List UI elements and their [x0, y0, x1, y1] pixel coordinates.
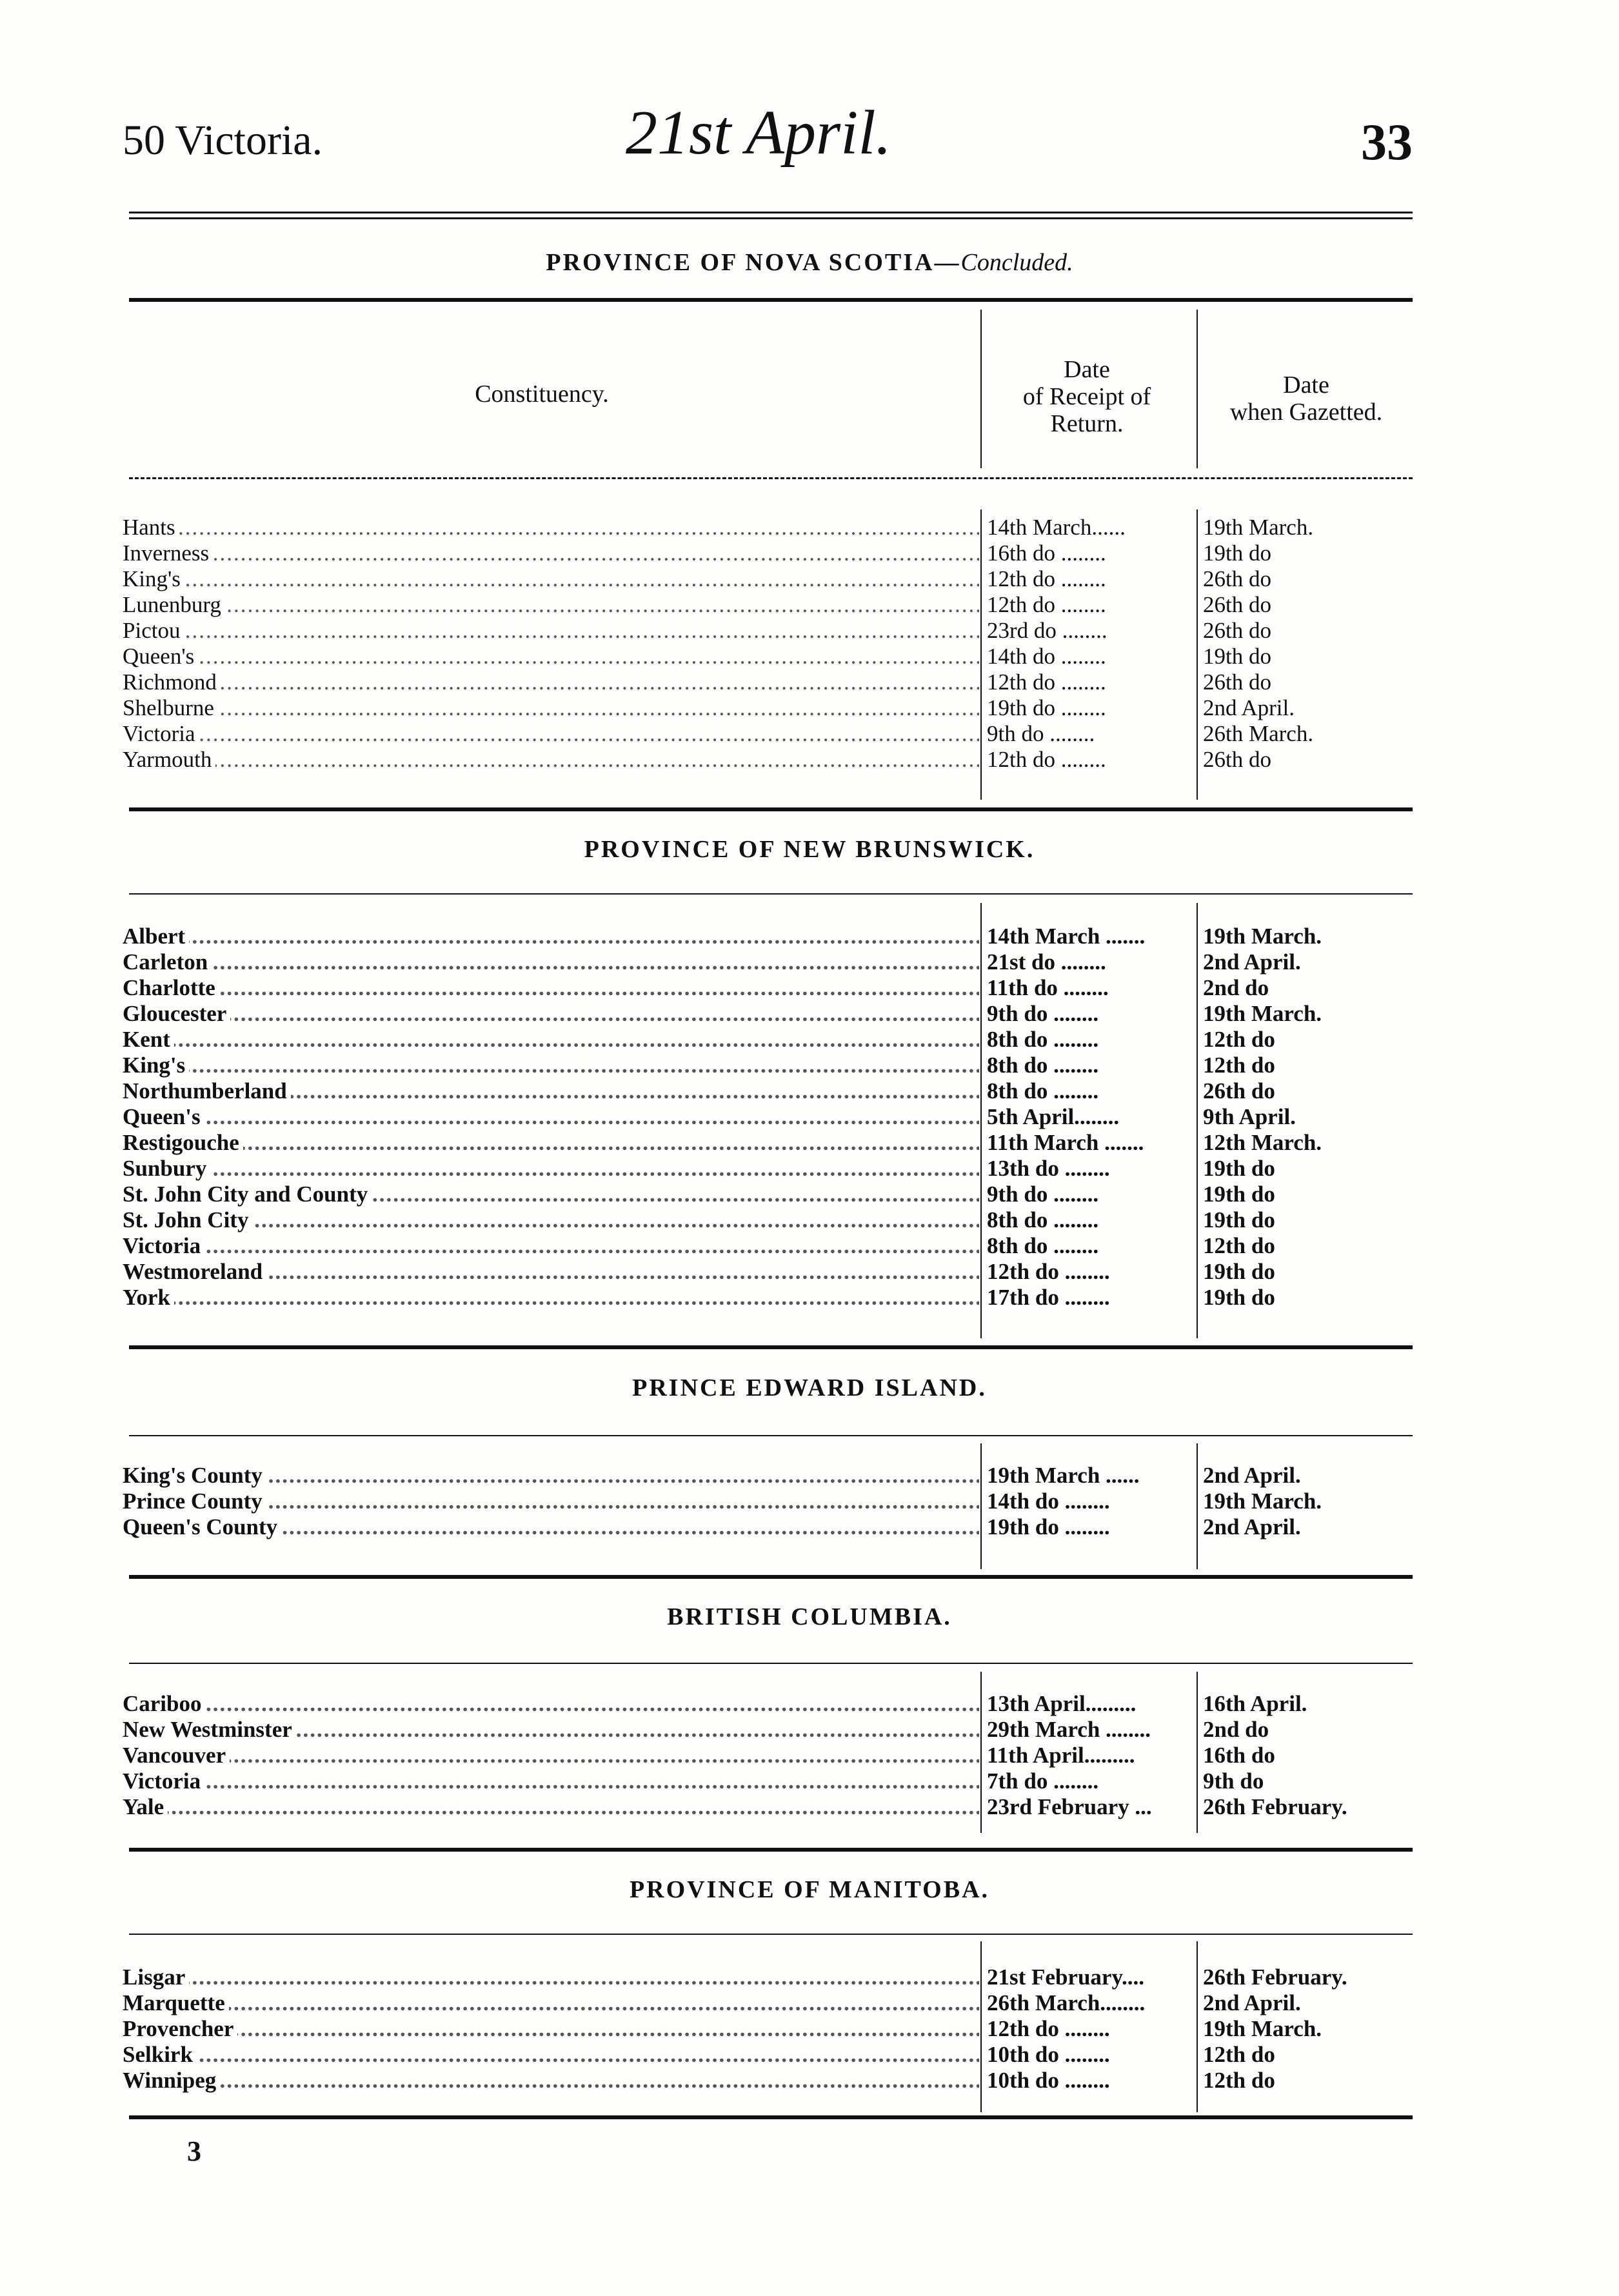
gazetted-date: 16th do — [1203, 1743, 1275, 1768]
receipt-date: 11th do ........ — [987, 975, 1109, 1000]
table-new-brunswick — [123, 924, 1419, 1311]
table-row — [123, 1691, 1419, 1717]
table-nova-scotia — [123, 515, 1419, 773]
table-row — [123, 1259, 1419, 1285]
section-title-manitoba: PROVINCE OF MANITOBA. — [629, 1876, 990, 1903]
table-row — [123, 1794, 1419, 1820]
constituency-name: Victoria — [123, 1233, 204, 1258]
receipt-date: 17th do ........ — [987, 1285, 1110, 1310]
table-row — [123, 747, 1419, 773]
gazetted-date: 12th do — [1203, 1233, 1275, 1258]
receipt-date: 12th do ........ — [987, 1259, 1110, 1284]
constituency-name: Pictou — [123, 618, 184, 643]
table-row — [123, 618, 1419, 644]
constituency-name: Restigouche — [123, 1130, 243, 1155]
signature-mark: 3 — [187, 2135, 201, 2167]
table-row — [123, 1104, 1419, 1130]
receipt-date: 21st February.... — [987, 1964, 1145, 1990]
column-header-constituency: Constituency. — [475, 381, 609, 408]
receipt-date: 8th do ........ — [987, 1207, 1099, 1232]
gazetted-date: 19th do — [1203, 1156, 1275, 1181]
constituency-name: Victoria — [123, 1768, 204, 1794]
table-row — [123, 1027, 1419, 1053]
receipt-date: 12th do ........ — [987, 747, 1106, 772]
receipt-date: 9th do ........ — [987, 721, 1095, 746]
receipt-date: 12th do ........ — [987, 592, 1106, 617]
constituency-name: Queen's — [123, 644, 198, 669]
table-row — [123, 540, 1419, 566]
column-header-gazetted: Date when Gazetted. — [1229, 371, 1383, 426]
constituency-name: Lisgar — [123, 1964, 189, 1990]
gazetted-date: 26th February. — [1203, 1794, 1347, 1819]
constituency-name: King's — [123, 566, 184, 591]
section-top-rule — [129, 1435, 1413, 1436]
gazetted-date: 2nd April. — [1203, 1463, 1301, 1488]
constituency-name: Kent — [123, 1027, 174, 1052]
gazetted-date: 26th do — [1203, 747, 1271, 772]
table-row — [123, 1053, 1419, 1078]
section-title-text: PROVINCE OF NOVA SCOTIA— — [546, 249, 961, 276]
gazetted-date: 19th do — [1203, 1182, 1275, 1207]
receipt-date: 8th do ........ — [987, 1053, 1099, 1078]
table-row — [123, 566, 1419, 592]
receipt-date: 23rd February ... — [987, 1794, 1152, 1819]
table-row — [123, 644, 1419, 669]
constituency-name: Queen's County — [123, 1514, 281, 1539]
gazetted-date: 19th do — [1203, 644, 1271, 669]
receipt-date: 29th March ........ — [987, 1717, 1151, 1742]
table-row — [123, 2068, 1419, 2093]
receipt-date: 5th April........ — [987, 1104, 1120, 1129]
gazetted-date: 19th March. — [1203, 1489, 1322, 1514]
constituency-name: Shelburne — [123, 695, 218, 720]
table-row — [123, 2042, 1419, 2068]
constituency-name: St. John City and County — [123, 1182, 372, 1207]
section-title-suffix: Concluded. — [960, 249, 1073, 276]
constituency-name: Winnipeg — [123, 2068, 220, 2093]
table-row — [123, 1001, 1419, 1027]
table-british-columbia — [123, 1691, 1419, 1820]
table-row — [123, 1768, 1419, 1794]
gazetted-date: 2nd do — [1203, 1717, 1269, 1742]
receipt-date: 21st do ........ — [987, 949, 1106, 975]
table-row — [123, 1743, 1419, 1768]
gazetted-date: 9th do — [1203, 1768, 1264, 1794]
receipt-date: 11th April......... — [987, 1743, 1135, 1768]
constituency-name: Prince County — [123, 1489, 266, 1514]
receipt-date: 8th do ........ — [987, 1233, 1099, 1258]
gazetted-date: 12th March. — [1203, 1130, 1322, 1155]
table-row — [123, 1078, 1419, 1104]
constituency-name: Yarmouth — [123, 747, 215, 772]
constituency-name: Charlotte — [123, 975, 219, 1000]
constituency-name: King's County — [123, 1463, 266, 1488]
table-row — [123, 1717, 1419, 1743]
gazetted-date: 26th do — [1203, 566, 1271, 591]
section-bottom-rule — [129, 2115, 1413, 2119]
gazetted-date: 26th do — [1203, 592, 1271, 617]
receipt-date: 10th do ........ — [987, 2068, 1110, 2093]
gazetted-date: 12th do — [1203, 1053, 1275, 1078]
receipt-date: 8th do ........ — [987, 1078, 1099, 1103]
constituency-name: Carleton — [123, 949, 212, 975]
receipt-date: 14th March ....... — [987, 924, 1146, 949]
gazetted-date: 12th do — [1203, 2068, 1275, 2093]
column-header-receipt: Date of Receipt of Return. — [1022, 356, 1151, 437]
table-row — [123, 1514, 1419, 1540]
page-date: 21st April. — [626, 98, 892, 168]
page-number: 33 — [1361, 114, 1413, 171]
constituency-name: Sunbury — [123, 1156, 210, 1181]
receipt-date: 26th March........ — [987, 1990, 1146, 2015]
constituency-name: Marquette — [123, 1990, 229, 2015]
receipt-date: 12th do ........ — [987, 2016, 1110, 2041]
section-bottom-rule — [129, 1575, 1413, 1579]
gazetted-date: 19th March. — [1203, 515, 1314, 540]
table-row — [123, 1156, 1419, 1182]
table-row — [123, 515, 1419, 540]
receipt-date: 9th do ........ — [987, 1182, 1099, 1207]
receipt-date: 12th do ........ — [987, 669, 1106, 695]
receipt-date: 19th do ........ — [987, 695, 1106, 720]
gazetted-date: 26th February. — [1203, 1964, 1347, 1990]
gazetted-date: 2nd April. — [1203, 1990, 1301, 2015]
gazetted-date: 12th do — [1203, 2042, 1275, 2067]
table-row — [123, 669, 1419, 695]
table-row — [123, 721, 1419, 747]
receipt-date: 13th April......... — [987, 1691, 1137, 1716]
constituency-name: Westmoreland — [123, 1259, 266, 1284]
constituency-name: Queen's — [123, 1104, 204, 1129]
gazetted-date: 26th March. — [1203, 721, 1314, 746]
gazetted-date: 2nd do — [1203, 975, 1269, 1000]
page-header — [0, 97, 1619, 193]
table-row — [123, 1990, 1419, 2016]
gazetted-date: 19th March. — [1203, 924, 1322, 949]
gazetted-date: 2nd April. — [1203, 1514, 1301, 1539]
section-title-prince-edward-island: PRINCE EDWARD ISLAND. — [632, 1374, 987, 1401]
table-row — [123, 1233, 1419, 1259]
section-bottom-rule — [129, 1345, 1413, 1349]
receipt-date: 11th March ....... — [987, 1130, 1144, 1155]
table-manitoba — [123, 1964, 1419, 2093]
receipt-date: 12th do ........ — [987, 566, 1106, 591]
section-top-rule — [129, 893, 1413, 895]
section-top-rule — [129, 1663, 1413, 1664]
table-row — [123, 1207, 1419, 1233]
receipt-date: 14th do ........ — [987, 1489, 1110, 1514]
gazetted-date: 19th March. — [1203, 1001, 1322, 1026]
constituency-name: Inverness — [123, 540, 213, 566]
table-row — [123, 695, 1419, 721]
receipt-date: 16th do ........ — [987, 540, 1106, 566]
constituency-name: Provencher — [123, 2016, 237, 2041]
table-prince-edward-island — [123, 1463, 1419, 1540]
constituency-name: Victoria — [123, 721, 199, 746]
table-top-rule — [129, 298, 1413, 302]
receipt-date: 10th do ........ — [987, 2042, 1110, 2067]
constituency-name: Hants — [123, 515, 179, 540]
table-row — [123, 1182, 1419, 1207]
section-title-nova-scotia — [0, 248, 1619, 277]
gazetted-date: 16th April. — [1203, 1691, 1307, 1716]
constituency-name: St. John City — [123, 1207, 252, 1232]
section-title-british-columbia: BRITISH COLUMBIA. — [667, 1603, 952, 1630]
table-row — [123, 1489, 1419, 1514]
gazetted-date: 19th do — [1203, 1207, 1275, 1232]
constituency-name: Albert — [123, 924, 189, 949]
constituency-name: Cariboo — [123, 1691, 206, 1716]
constituency-name: Lunenburg — [123, 592, 225, 617]
constituency-name: Selkirk — [123, 2042, 197, 2067]
constituency-name: King's — [123, 1053, 189, 1078]
constituency-name: York — [123, 1285, 174, 1310]
table-row — [123, 975, 1419, 1001]
gazetted-date: 26th do — [1203, 1078, 1275, 1103]
table-row — [123, 924, 1419, 949]
gazetted-date: 19th do — [1203, 540, 1271, 566]
section-title-new-brunswick: PROVINCE OF NEW BRUNSWICK. — [584, 836, 1035, 863]
section-bottom-rule — [129, 1848, 1413, 1852]
table-row — [123, 1463, 1419, 1489]
receipt-date: 7th do ........ — [987, 1768, 1099, 1794]
constituency-name: Yale — [123, 1794, 168, 1819]
gazetted-date: 2nd April. — [1203, 695, 1295, 720]
receipt-date: 8th do ........ — [987, 1027, 1099, 1052]
gazetted-date: 12th do — [1203, 1027, 1275, 1052]
header-rule — [129, 212, 1413, 219]
gazetted-date: 2nd April. — [1203, 949, 1301, 975]
column-divider — [980, 310, 982, 468]
table-row — [123, 949, 1419, 975]
section-bottom-rule — [129, 807, 1413, 811]
section-top-rule — [129, 1934, 1413, 1935]
receipt-date: 23rd do ........ — [987, 618, 1107, 643]
receipt-date: 9th do ........ — [987, 1001, 1099, 1026]
constituency-name: Richmond — [123, 669, 221, 695]
table-row — [123, 1285, 1419, 1311]
gazetted-date: 19th do — [1203, 1285, 1275, 1310]
constituency-name: New Westminster — [123, 1717, 296, 1742]
gazetted-date: 9th April. — [1203, 1104, 1296, 1129]
gazetted-date: 26th do — [1203, 618, 1271, 643]
receipt-date: 19th do ........ — [987, 1514, 1110, 1539]
gazetted-date: 26th do — [1203, 669, 1271, 695]
header-bottom-rule — [129, 477, 1413, 479]
constituency-name: Northumberland — [123, 1078, 291, 1103]
table-row — [123, 592, 1419, 618]
receipt-date: 13th do ........ — [987, 1156, 1110, 1181]
constituency-name: Gloucester — [123, 1001, 230, 1026]
receipt-date: 14th March...... — [987, 515, 1126, 540]
table-row — [123, 2016, 1419, 2042]
receipt-date: 19th March ...... — [987, 1463, 1140, 1488]
gazetted-date: 19th do — [1203, 1259, 1275, 1284]
table-row — [123, 1130, 1419, 1156]
constituency-name: Vancouver — [123, 1743, 230, 1768]
receipt-date: 14th do ........ — [987, 644, 1106, 669]
column-divider — [1197, 310, 1198, 468]
session-label: 50 Victoria. — [123, 117, 323, 164]
table-row — [123, 1964, 1419, 1990]
gazetted-date: 19th March. — [1203, 2016, 1322, 2041]
